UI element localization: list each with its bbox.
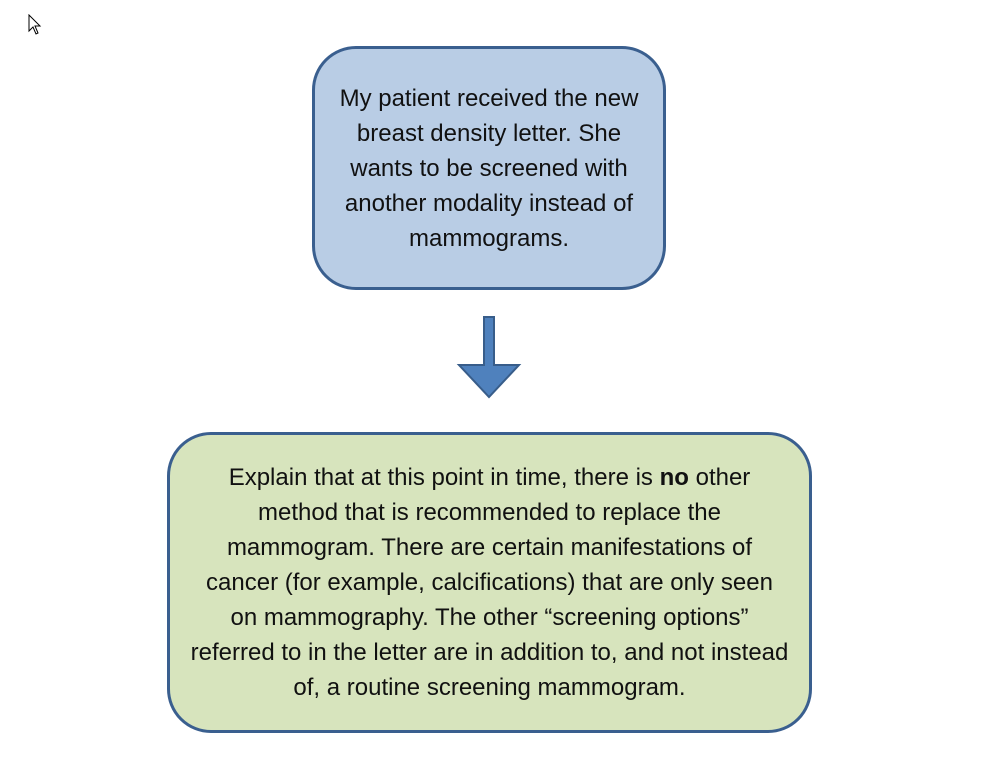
explanation-text-start: Explain that at this point in time, there is bbox=[228, 464, 660, 491]
patient-request-text: My patient received the new breast density letter. She wants to be screened with another modality instead of mammograms. bbox=[339, 84, 639, 252]
explanation-text-end: other method that is recommended to replace the mammogram. There are certain manifestations of cancer (for example, calcifications) that are only seen on mammography. The other “screening options” referred to in the letter are in addition to, and not instead of, a routine screening mammogram. bbox=[190, 464, 789, 701]
arrow-down-icon bbox=[456, 315, 522, 399]
explanation-emphasis: no bbox=[659, 464, 689, 491]
flowchart-step-explanation bbox=[167, 432, 812, 733]
flowchart-step-patient-request bbox=[312, 46, 666, 290]
mouse-pointer-icon bbox=[28, 14, 42, 36]
explanation-text bbox=[190, 460, 790, 705]
